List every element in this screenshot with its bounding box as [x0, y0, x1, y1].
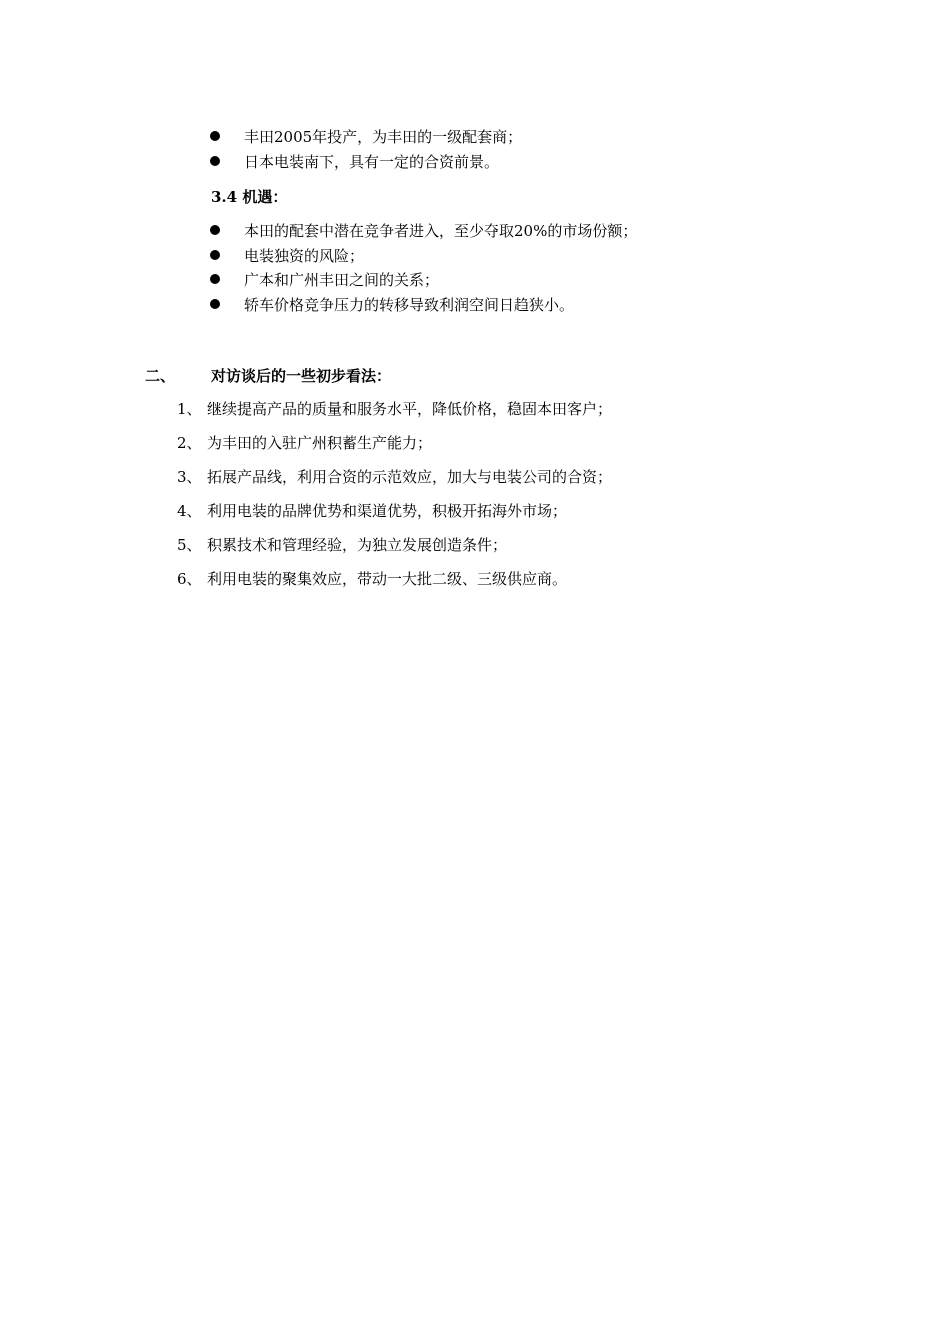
bullet-icon [210, 156, 220, 166]
bullet-icon [210, 274, 220, 284]
bullet-text: 广本和广州丰田之间的关系； [244, 270, 440, 289]
section-number: 二、 [145, 367, 176, 385]
bullet-icon [210, 225, 220, 235]
item-text: 利用电装的聚集效应，带动一大批二级、三级供应商。 [207, 570, 568, 588]
bullet-icon [210, 299, 220, 309]
numbered-item [177, 466, 612, 487]
item-number: 1、 [177, 400, 202, 418]
bullet-item [210, 150, 499, 172]
numbered-item [177, 568, 567, 589]
numbered-item [177, 534, 507, 555]
bullet-item [210, 219, 637, 241]
bullet-icon [210, 131, 220, 141]
bullet-text: 轿车价格竞争压力的转移导致利润空间日趋狭小。 [244, 295, 575, 314]
bullet-icon [210, 250, 220, 260]
item-text: 拓展产品线，利用合资的示范效应，加大与电装公司的合资； [207, 468, 613, 486]
bullet-item [210, 293, 574, 315]
item-text: 继续提高产品的质量和服务水平，降低价格，稳固本田客户； [207, 400, 613, 418]
item-text: 积累技术和管理经验，为独立发展创造条件； [207, 536, 508, 554]
item-number: 3、 [177, 468, 202, 486]
bullet-text: 丰田2005年投产，为丰田的一级配套商； [244, 127, 523, 146]
bullet-text: 本田的配套中潜在竞争者进入，至少夺取20%的市场份额； [244, 221, 638, 240]
item-number: 2、 [177, 434, 202, 452]
bullet-item [210, 125, 522, 147]
item-number: 4、 [177, 502, 202, 520]
item-number: 5、 [177, 536, 202, 554]
numbered-item [177, 398, 612, 419]
subsection-title: 3.4 机遇： [211, 188, 288, 206]
numbered-item [177, 500, 567, 521]
item-text: 利用电装的品牌优势和渠道优势，积极开拓海外市场； [207, 502, 568, 520]
bullet-text: 日本电装南下，具有一定的合资前景。 [244, 152, 500, 171]
bullet-text: 电装独资的风险； [244, 246, 365, 265]
section-title: 对访谈后的一些初步看法： [211, 367, 392, 385]
numbered-item [177, 432, 432, 453]
section-heading [145, 365, 391, 386]
bullet-item [210, 244, 364, 266]
item-number: 6、 [177, 570, 202, 588]
item-text: 为丰田的入驻广州积蓄生产能力； [207, 434, 433, 452]
bullet-item [210, 268, 439, 290]
